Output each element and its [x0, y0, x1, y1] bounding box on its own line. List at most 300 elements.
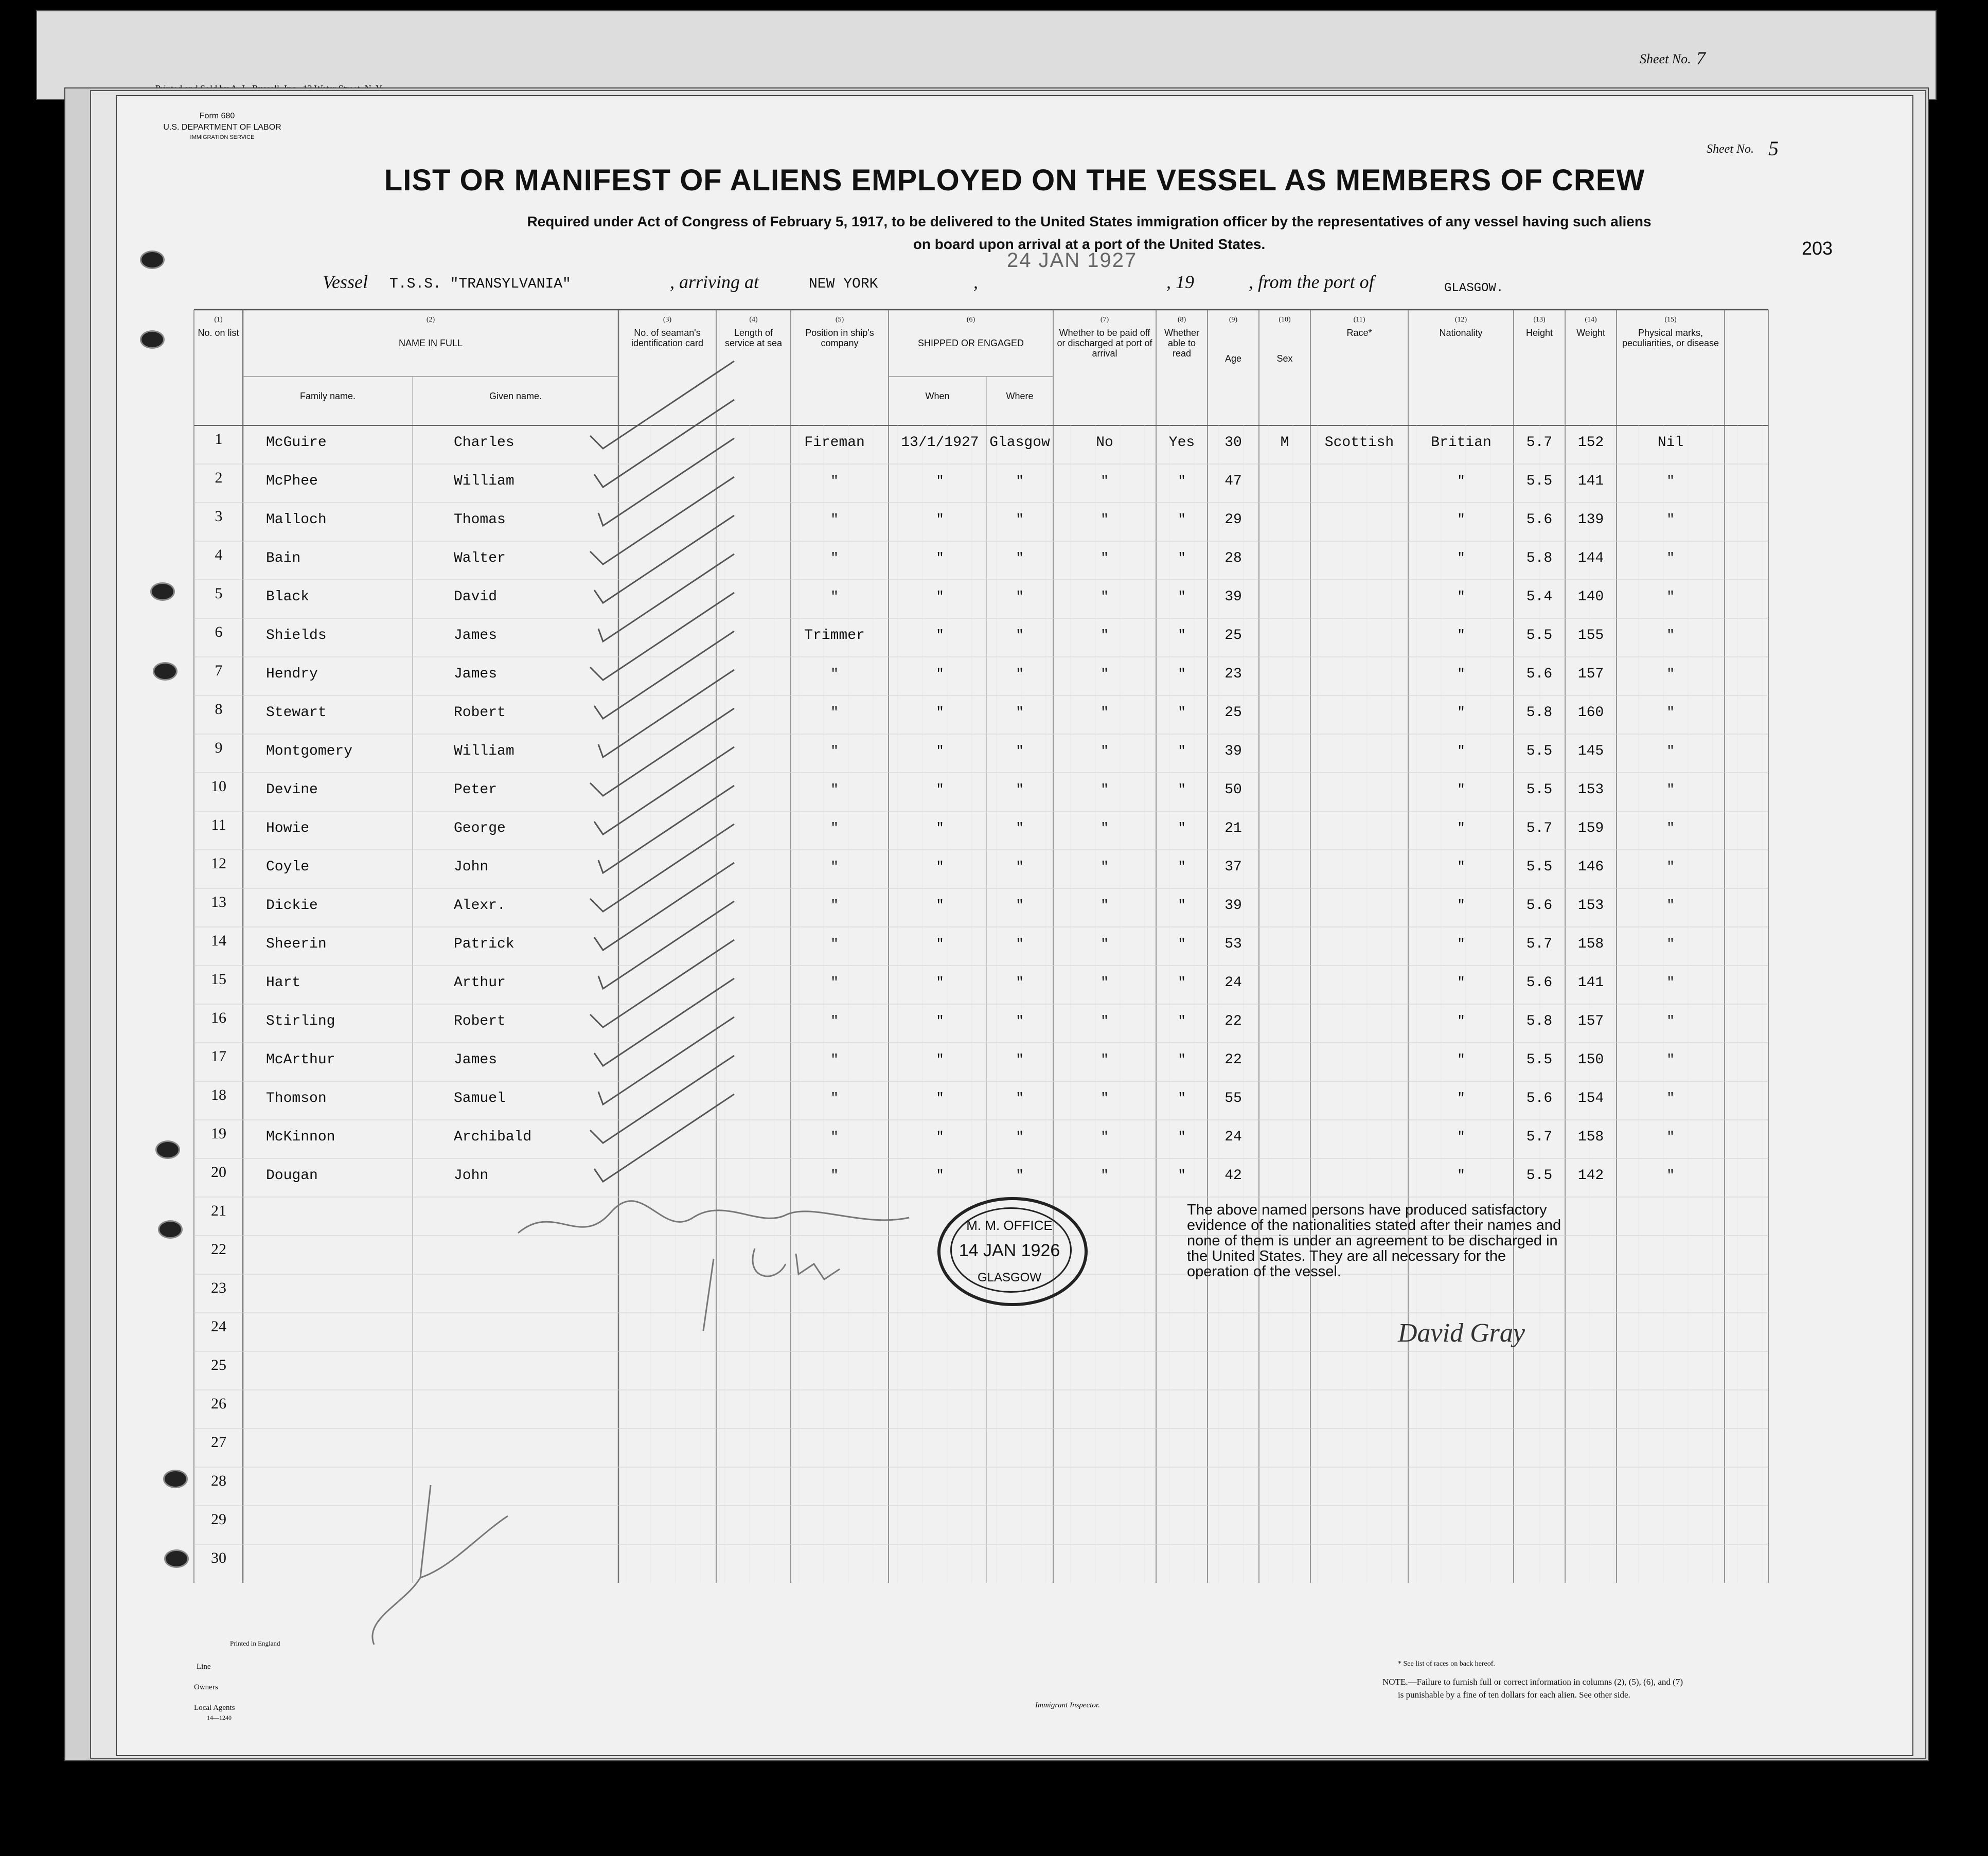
cell-shipped-where: Glasgow	[989, 435, 1050, 451]
column-header-c8: Whether able to read	[1164, 328, 1200, 359]
cell-weight: 154	[1577, 1091, 1604, 1107]
cell-height: 5.5	[1526, 782, 1553, 798]
cell-able-to-read: "	[1178, 743, 1186, 759]
column-header-c11: Race*	[1346, 328, 1372, 338]
tick-marks	[117, 96, 1912, 1755]
cell-nationality: Britian	[1431, 435, 1492, 451]
penalty-note-line-2: is punishable by a fine of ten dollars for each alien. See other side.	[1398, 1690, 1630, 1700]
page-title: LIST OR MANIFEST OF ALIENS EMPLOYED ON THE VESSEL AS MEMBERS OF CREW	[384, 164, 1645, 197]
cell-able-to-read: "	[1178, 589, 1186, 604]
cell-family-name: Sheerin	[266, 936, 327, 952]
cell-height: 5.6	[1526, 975, 1553, 991]
cell-paid-off: "	[1100, 975, 1109, 990]
cell-able-to-read: Yes	[1168, 435, 1195, 451]
cell-weight: 155	[1577, 628, 1604, 644]
cell-weight: 140	[1577, 589, 1604, 605]
cell-shipped-when: "	[936, 473, 944, 489]
cell-position: "	[830, 550, 839, 566]
arriving-port: NEW YORK	[809, 276, 878, 292]
cell-paid-off: "	[1100, 820, 1109, 836]
tick-mark-icon	[594, 1094, 734, 1182]
row-number: 2	[215, 469, 223, 486]
cell-height: 5.5	[1526, 859, 1553, 875]
cell-able-to-read: "	[1178, 1168, 1186, 1183]
column-header-c12: Nationality	[1439, 328, 1483, 338]
cell-age: 39	[1224, 898, 1242, 914]
cell-able-to-read: "	[1178, 550, 1186, 566]
cell-age: 47	[1224, 473, 1242, 489]
column-header-family-name: Family name.	[299, 391, 356, 401]
cell-height: 5.5	[1526, 473, 1553, 489]
cell-physical-marks: "	[1666, 1129, 1675, 1145]
cell-height: 5.8	[1526, 1013, 1553, 1029]
row-number: 21	[211, 1202, 226, 1219]
cell-nationality: "	[1457, 550, 1465, 566]
cell-family-name: Shields	[266, 628, 327, 644]
cell-shipped-when: "	[936, 589, 944, 604]
cell-weight: 153	[1577, 782, 1604, 798]
cell-position: "	[830, 820, 839, 836]
column-header-c2: NAME IN FULL	[398, 338, 463, 348]
cell-physical-marks: "	[1666, 589, 1675, 604]
cell-weight: 153	[1577, 898, 1604, 914]
cell-paid-off: "	[1100, 666, 1109, 682]
column-header-c6: SHIPPED OR ENGAGED	[917, 338, 1024, 348]
cell-weight: 157	[1577, 666, 1604, 682]
column-header-c1: No. on list	[198, 328, 239, 338]
cell-paid-off: "	[1100, 936, 1109, 952]
cell-shipped-where: "	[1016, 628, 1024, 643]
cell-shipped-where: "	[1016, 936, 1024, 952]
cell-family-name: Hart	[266, 975, 301, 991]
cell-age: 25	[1224, 628, 1242, 644]
cell-able-to-read: "	[1178, 628, 1186, 643]
cell-given-name: James	[454, 1052, 498, 1068]
cell-shipped-where: "	[1016, 859, 1024, 875]
column-number-c7: (7)	[1100, 316, 1109, 324]
cell-shipped-when: "	[936, 1013, 944, 1029]
cell-position: "	[830, 859, 839, 875]
cell-family-name: Thomson	[266, 1091, 327, 1107]
cell-position: "	[830, 589, 839, 604]
cell-family-name: Hendry	[266, 666, 318, 682]
cell-able-to-read: "	[1178, 859, 1186, 875]
cell-physical-marks: "	[1666, 512, 1675, 527]
column-number-c11: (11)	[1353, 316, 1365, 324]
penalty-note	[1382, 1675, 1845, 1701]
row-number: 23	[211, 1279, 226, 1296]
cell-shipped-where: "	[1016, 1129, 1024, 1145]
from-port: GLASGOW.	[1444, 281, 1504, 295]
date-stamp: 24 JAN 1927	[1007, 249, 1138, 272]
penalty-note-line-1: NOTE.—Failure to furnish full or correct information in columns (2), (5), (6), and (7)	[1382, 1677, 1683, 1687]
column-number-c5: (5)	[835, 316, 844, 324]
cell-paid-off: "	[1100, 859, 1109, 875]
cell-position: "	[830, 1129, 839, 1145]
column-number-c8: (8)	[1177, 316, 1186, 324]
tick-mark-icon	[598, 901, 734, 989]
year-label: , 19	[1166, 272, 1194, 292]
tick-mark-icon	[598, 670, 734, 757]
cell-age: 25	[1224, 705, 1242, 721]
cell-physical-marks: "	[1666, 743, 1675, 759]
cell-weight: 142	[1577, 1168, 1604, 1184]
cell-family-name: Black	[266, 589, 310, 605]
office-stamp-date: 14 JAN 1926	[958, 1241, 1060, 1260]
cell-nationality: "	[1457, 1052, 1465, 1067]
cell-height: 5.5	[1526, 1168, 1553, 1184]
cell-shipped-where: "	[1016, 512, 1024, 527]
cell-paid-off: "	[1100, 1013, 1109, 1029]
cell-position: "	[830, 743, 839, 759]
cell-nationality: "	[1457, 859, 1465, 875]
cell-nationality: "	[1457, 820, 1465, 836]
cell-shipped-where: "	[1016, 1013, 1024, 1029]
cell-shipped-where: "	[1016, 1168, 1024, 1183]
row-number: 30	[211, 1549, 226, 1566]
tick-mark-icon	[594, 863, 734, 950]
stamp-number: 203	[1802, 238, 1833, 259]
cell-shipped-when: "	[936, 898, 944, 913]
column-number-c13: (13)	[1533, 316, 1546, 324]
cell-able-to-read: "	[1178, 936, 1186, 952]
cell-paid-off: "	[1100, 1052, 1109, 1067]
tick-mark-icon	[594, 400, 734, 487]
cell-physical-marks: "	[1666, 782, 1675, 797]
cell-age: 39	[1224, 589, 1242, 605]
cell-physical-marks: Nil	[1657, 435, 1684, 451]
column-header-c9: Age	[1224, 353, 1242, 364]
cell-age: 24	[1224, 975, 1242, 991]
cell-physical-marks: "	[1666, 975, 1675, 990]
row-number: 19	[211, 1125, 226, 1142]
cell-age: 28	[1224, 550, 1242, 566]
master-signature: David Gray	[1398, 1318, 1525, 1348]
cell-physical-marks: "	[1666, 1052, 1675, 1067]
cell-physical-marks: "	[1666, 1013, 1675, 1029]
cell-physical-marks: "	[1666, 1168, 1675, 1183]
cell-weight: 158	[1577, 1129, 1604, 1145]
cell-given-name: John	[454, 1168, 489, 1184]
cell-height: 5.6	[1526, 1091, 1553, 1107]
service-name: IMMIGRATION SERVICE	[190, 134, 255, 140]
cell-weight: 159	[1577, 820, 1604, 836]
cell-family-name: McKinnon	[266, 1129, 335, 1145]
cell-age: 42	[1224, 1168, 1242, 1184]
form-number: Form 680	[199, 112, 235, 120]
cell-given-name: William	[454, 743, 514, 759]
cell-age: 50	[1224, 782, 1242, 798]
cell-physical-marks: "	[1666, 898, 1675, 913]
cell-position: "	[830, 1168, 839, 1183]
row-number: 8	[215, 701, 223, 718]
cell-given-name: John	[454, 859, 489, 875]
cell-position: Fireman	[804, 435, 865, 451]
cell-position: Trimmer	[804, 628, 865, 644]
cell-shipped-when: "	[936, 1168, 944, 1183]
row-number: 6	[215, 623, 223, 640]
cell-shipped-when: "	[936, 550, 944, 566]
tick-mark-icon	[598, 554, 734, 641]
cell-able-to-read: "	[1178, 975, 1186, 990]
row-number: 5	[215, 585, 223, 602]
cell-paid-off: "	[1100, 743, 1109, 759]
cell-shipped-when: "	[936, 782, 944, 797]
column-number-c1: (1)	[214, 316, 223, 324]
cell-given-name: David	[454, 589, 498, 605]
cell-weight: 141	[1577, 975, 1604, 991]
cell-height: 5.4	[1526, 589, 1553, 605]
cell-shipped-where: "	[1016, 589, 1024, 604]
column-header-given-name: Given name.	[489, 391, 542, 401]
row-number: 1	[215, 431, 223, 448]
cell-weight: 146	[1577, 859, 1604, 875]
row-number: 27	[211, 1434, 226, 1451]
cell-height: 5.5	[1526, 628, 1553, 644]
cell-shipped-when: "	[936, 512, 944, 527]
cell-given-name: Peter	[454, 782, 498, 798]
cell-weight: 141	[1577, 473, 1604, 489]
cell-given-name: James	[454, 628, 498, 644]
cell-shipped-when: "	[936, 1129, 944, 1145]
declaration-text: The above named persons have produced satisfactory evidence of the nationalities stated after their names and none of them is under an agreement to be discharged in the United States. They are all necessary for the operation of the vessel.	[1187, 1202, 1561, 1280]
cell-physical-marks: "	[1666, 936, 1675, 952]
sheet-label: Sheet No.	[1707, 142, 1754, 156]
cell-able-to-read: "	[1178, 666, 1186, 682]
cell-weight: 152	[1577, 435, 1604, 451]
cell-age: 24	[1224, 1129, 1242, 1145]
cell-age: 29	[1224, 512, 1242, 528]
cell-age: 55	[1224, 1091, 1242, 1107]
cell-position: "	[830, 1091, 839, 1106]
cell-nationality: "	[1457, 512, 1465, 527]
cell-height: 5.6	[1526, 666, 1553, 682]
cell-nationality: "	[1457, 666, 1465, 682]
cell-paid-off: "	[1100, 1091, 1109, 1106]
row-number: 26	[211, 1395, 226, 1412]
cell-given-name: James	[454, 666, 498, 682]
cell-position: "	[830, 1052, 839, 1067]
column-header-c4: Length of service at sea	[724, 328, 783, 348]
tick-mark-icon	[594, 515, 734, 603]
cell-family-name: Malloch	[266, 512, 327, 528]
row-number: 24	[211, 1318, 226, 1335]
cell-age: 22	[1224, 1013, 1242, 1029]
row-number: 14	[211, 932, 226, 949]
back-sheet-label: Sheet No.	[1640, 51, 1691, 66]
cell-family-name: Coyle	[266, 859, 310, 875]
row-number: 10	[211, 778, 226, 795]
cell-shipped-when: "	[936, 628, 944, 643]
row-number: 11	[211, 816, 226, 833]
race-note: * See list of races on back hereof.	[1398, 1660, 1495, 1668]
department-name: U.S. DEPARTMENT OF LABOR	[163, 123, 281, 132]
cell-nationality: "	[1457, 975, 1465, 990]
column-number-c3: (3)	[663, 316, 672, 324]
cell-height: 5.6	[1526, 512, 1553, 528]
cell-able-to-read: "	[1178, 820, 1186, 836]
row-number: 29	[211, 1511, 226, 1528]
cell-nationality: "	[1457, 743, 1465, 759]
column-number-c4: (4)	[749, 316, 758, 324]
column-header-c15: Physical marks, peculiarities, or disease	[1622, 328, 1719, 348]
column-number-c15: (15)	[1664, 316, 1677, 324]
cell-paid-off: "	[1100, 705, 1109, 720]
cell-able-to-read: "	[1178, 705, 1186, 720]
cell-physical-marks: "	[1666, 1091, 1675, 1106]
cell-nationality: "	[1457, 473, 1465, 489]
cell-shipped-where: "	[1016, 1091, 1024, 1106]
manifest-sheet	[116, 95, 1913, 1756]
vessel-label: Vessel	[323, 272, 368, 292]
cell-nationality: "	[1457, 1168, 1465, 1183]
cell-age: 53	[1224, 936, 1242, 952]
subtitle-line-2: on board upon arrival at a port of the United States.	[913, 236, 1266, 252]
cell-shipped-when: "	[936, 820, 944, 836]
cell-position: "	[830, 975, 839, 990]
cell-able-to-read: "	[1178, 1129, 1186, 1145]
local-agents-label: Local Agents	[194, 1704, 235, 1712]
cell-given-name: George	[454, 820, 506, 836]
cell-shipped-when: "	[936, 705, 944, 720]
cell-nationality: "	[1457, 1091, 1465, 1106]
line-label: Line	[197, 1663, 211, 1671]
tick-mark-icon	[598, 438, 734, 526]
cell-paid-off: "	[1100, 589, 1109, 604]
cell-shipped-where: "	[1016, 550, 1024, 566]
cell-family-name: Dickie	[266, 898, 318, 914]
cell-able-to-read: "	[1178, 782, 1186, 797]
row-number: 4	[215, 546, 223, 563]
cell-family-name: Howie	[266, 820, 310, 836]
cell-physical-marks: "	[1666, 820, 1675, 836]
column-number-c14: (14)	[1585, 316, 1597, 324]
cell-physical-marks: "	[1666, 666, 1675, 682]
cell-shipped-where: "	[1016, 782, 1024, 797]
column-header-c3: No. of seaman's identification card	[631, 328, 704, 348]
cell-height: 5.5	[1526, 1052, 1553, 1068]
cell-given-name: William	[454, 473, 514, 489]
cell-paid-off: "	[1100, 782, 1109, 797]
column-header-where: Where	[1006, 391, 1034, 401]
row-number: 22	[211, 1241, 226, 1258]
cell-position: "	[830, 1013, 839, 1029]
cell-shipped-when: "	[936, 975, 944, 990]
cell-weight: 157	[1577, 1013, 1604, 1029]
cell-given-name: Walter	[454, 550, 506, 566]
cell-nationality: "	[1457, 705, 1465, 720]
cell-height: 5.6	[1526, 898, 1553, 914]
cell-age: 21	[1224, 820, 1242, 836]
cell-family-name: Devine	[266, 782, 318, 798]
office-stamp-top: M. M. OFFICE	[966, 1218, 1053, 1233]
cell-age: 39	[1224, 743, 1242, 759]
row-number: 16	[211, 1009, 226, 1026]
local-agents-code: 14—1240	[207, 1714, 232, 1721]
cell-given-name: Robert	[454, 1013, 506, 1029]
cell-family-name: Bain	[266, 550, 301, 566]
row-number: 25	[211, 1357, 226, 1373]
cell-paid-off: "	[1100, 1129, 1109, 1145]
cell-shipped-when: "	[936, 936, 944, 952]
cell-shipped-where: "	[1016, 820, 1024, 836]
cell-race: Scottish	[1324, 435, 1394, 451]
column-number-c9: (9)	[1229, 316, 1238, 324]
cell-family-name: Montgomery	[266, 743, 353, 759]
printed-in: Printed in England	[230, 1639, 280, 1647]
cell-family-name: Dougan	[266, 1168, 318, 1184]
cell-able-to-read: "	[1178, 1091, 1186, 1106]
inspector-label: Immigrant Inspector.	[1035, 1701, 1100, 1709]
cell-paid-off: "	[1100, 898, 1109, 913]
cell-weight: 145	[1577, 743, 1604, 759]
cell-able-to-read: "	[1178, 898, 1186, 913]
cell-height: 5.8	[1526, 550, 1553, 566]
cell-given-name: Patrick	[454, 936, 514, 952]
cell-paid-off: "	[1100, 628, 1109, 643]
cell-age: 30	[1224, 435, 1242, 451]
cell-shipped-where: "	[1016, 898, 1024, 913]
cell-physical-marks: "	[1666, 628, 1675, 643]
cell-shipped-when: "	[936, 666, 944, 682]
cell-position: "	[830, 666, 839, 682]
cell-paid-off: No	[1096, 435, 1113, 451]
from-port-label: , from the port of	[1249, 272, 1374, 292]
row-number: 17	[211, 1048, 226, 1065]
cell-shipped-when: "	[936, 1091, 944, 1106]
cell-family-name: McPhee	[266, 473, 318, 489]
cell-position: "	[830, 512, 839, 527]
cell-age: 23	[1224, 666, 1242, 682]
comma: ,	[973, 272, 978, 292]
cell-position: "	[830, 705, 839, 720]
cell-physical-marks: "	[1666, 859, 1675, 875]
owners-label: Owners	[194, 1683, 218, 1691]
cell-position: "	[830, 782, 839, 797]
tick-mark-icon	[598, 786, 734, 873]
column-header-c5: Position in ship's company	[805, 328, 874, 348]
cell-paid-off: "	[1100, 1168, 1109, 1183]
column-header-c10: Sex	[1276, 353, 1293, 364]
row-number: 20	[211, 1164, 226, 1181]
column-header-when: When	[925, 391, 950, 401]
cell-shipped-when: "	[936, 859, 944, 875]
column-header-c14: Weight	[1576, 328, 1605, 338]
cell-shipped-where: "	[1016, 705, 1024, 720]
row-number: 13	[211, 894, 226, 911]
cell-nationality: "	[1457, 1129, 1465, 1145]
row-number: 7	[215, 662, 223, 679]
cell-paid-off: "	[1100, 512, 1109, 527]
cell-family-name: Stewart	[266, 705, 327, 721]
cell-given-name: Samuel	[454, 1091, 506, 1107]
column-header-c13: Height	[1525, 328, 1553, 338]
cell-sex: M	[1280, 435, 1289, 451]
cell-height: 5.7	[1526, 820, 1553, 836]
cell-height: 5.8	[1526, 705, 1553, 721]
tick-mark-icon	[594, 978, 734, 1066]
tick-mark-icon	[598, 1017, 734, 1104]
cell-physical-marks: "	[1666, 550, 1675, 566]
cell-given-name: Alexr.	[454, 898, 506, 914]
cell-able-to-read: "	[1178, 473, 1186, 489]
cell-shipped-where: "	[1016, 1052, 1024, 1067]
tick-mark-icon	[594, 631, 734, 719]
vessel-name: T.S.S. "TRANSYLVANIA"	[389, 276, 571, 292]
cell-family-name: McArthur	[266, 1052, 335, 1068]
row-number: 3	[215, 508, 223, 525]
back-sheet-number: 7	[1696, 48, 1706, 68]
